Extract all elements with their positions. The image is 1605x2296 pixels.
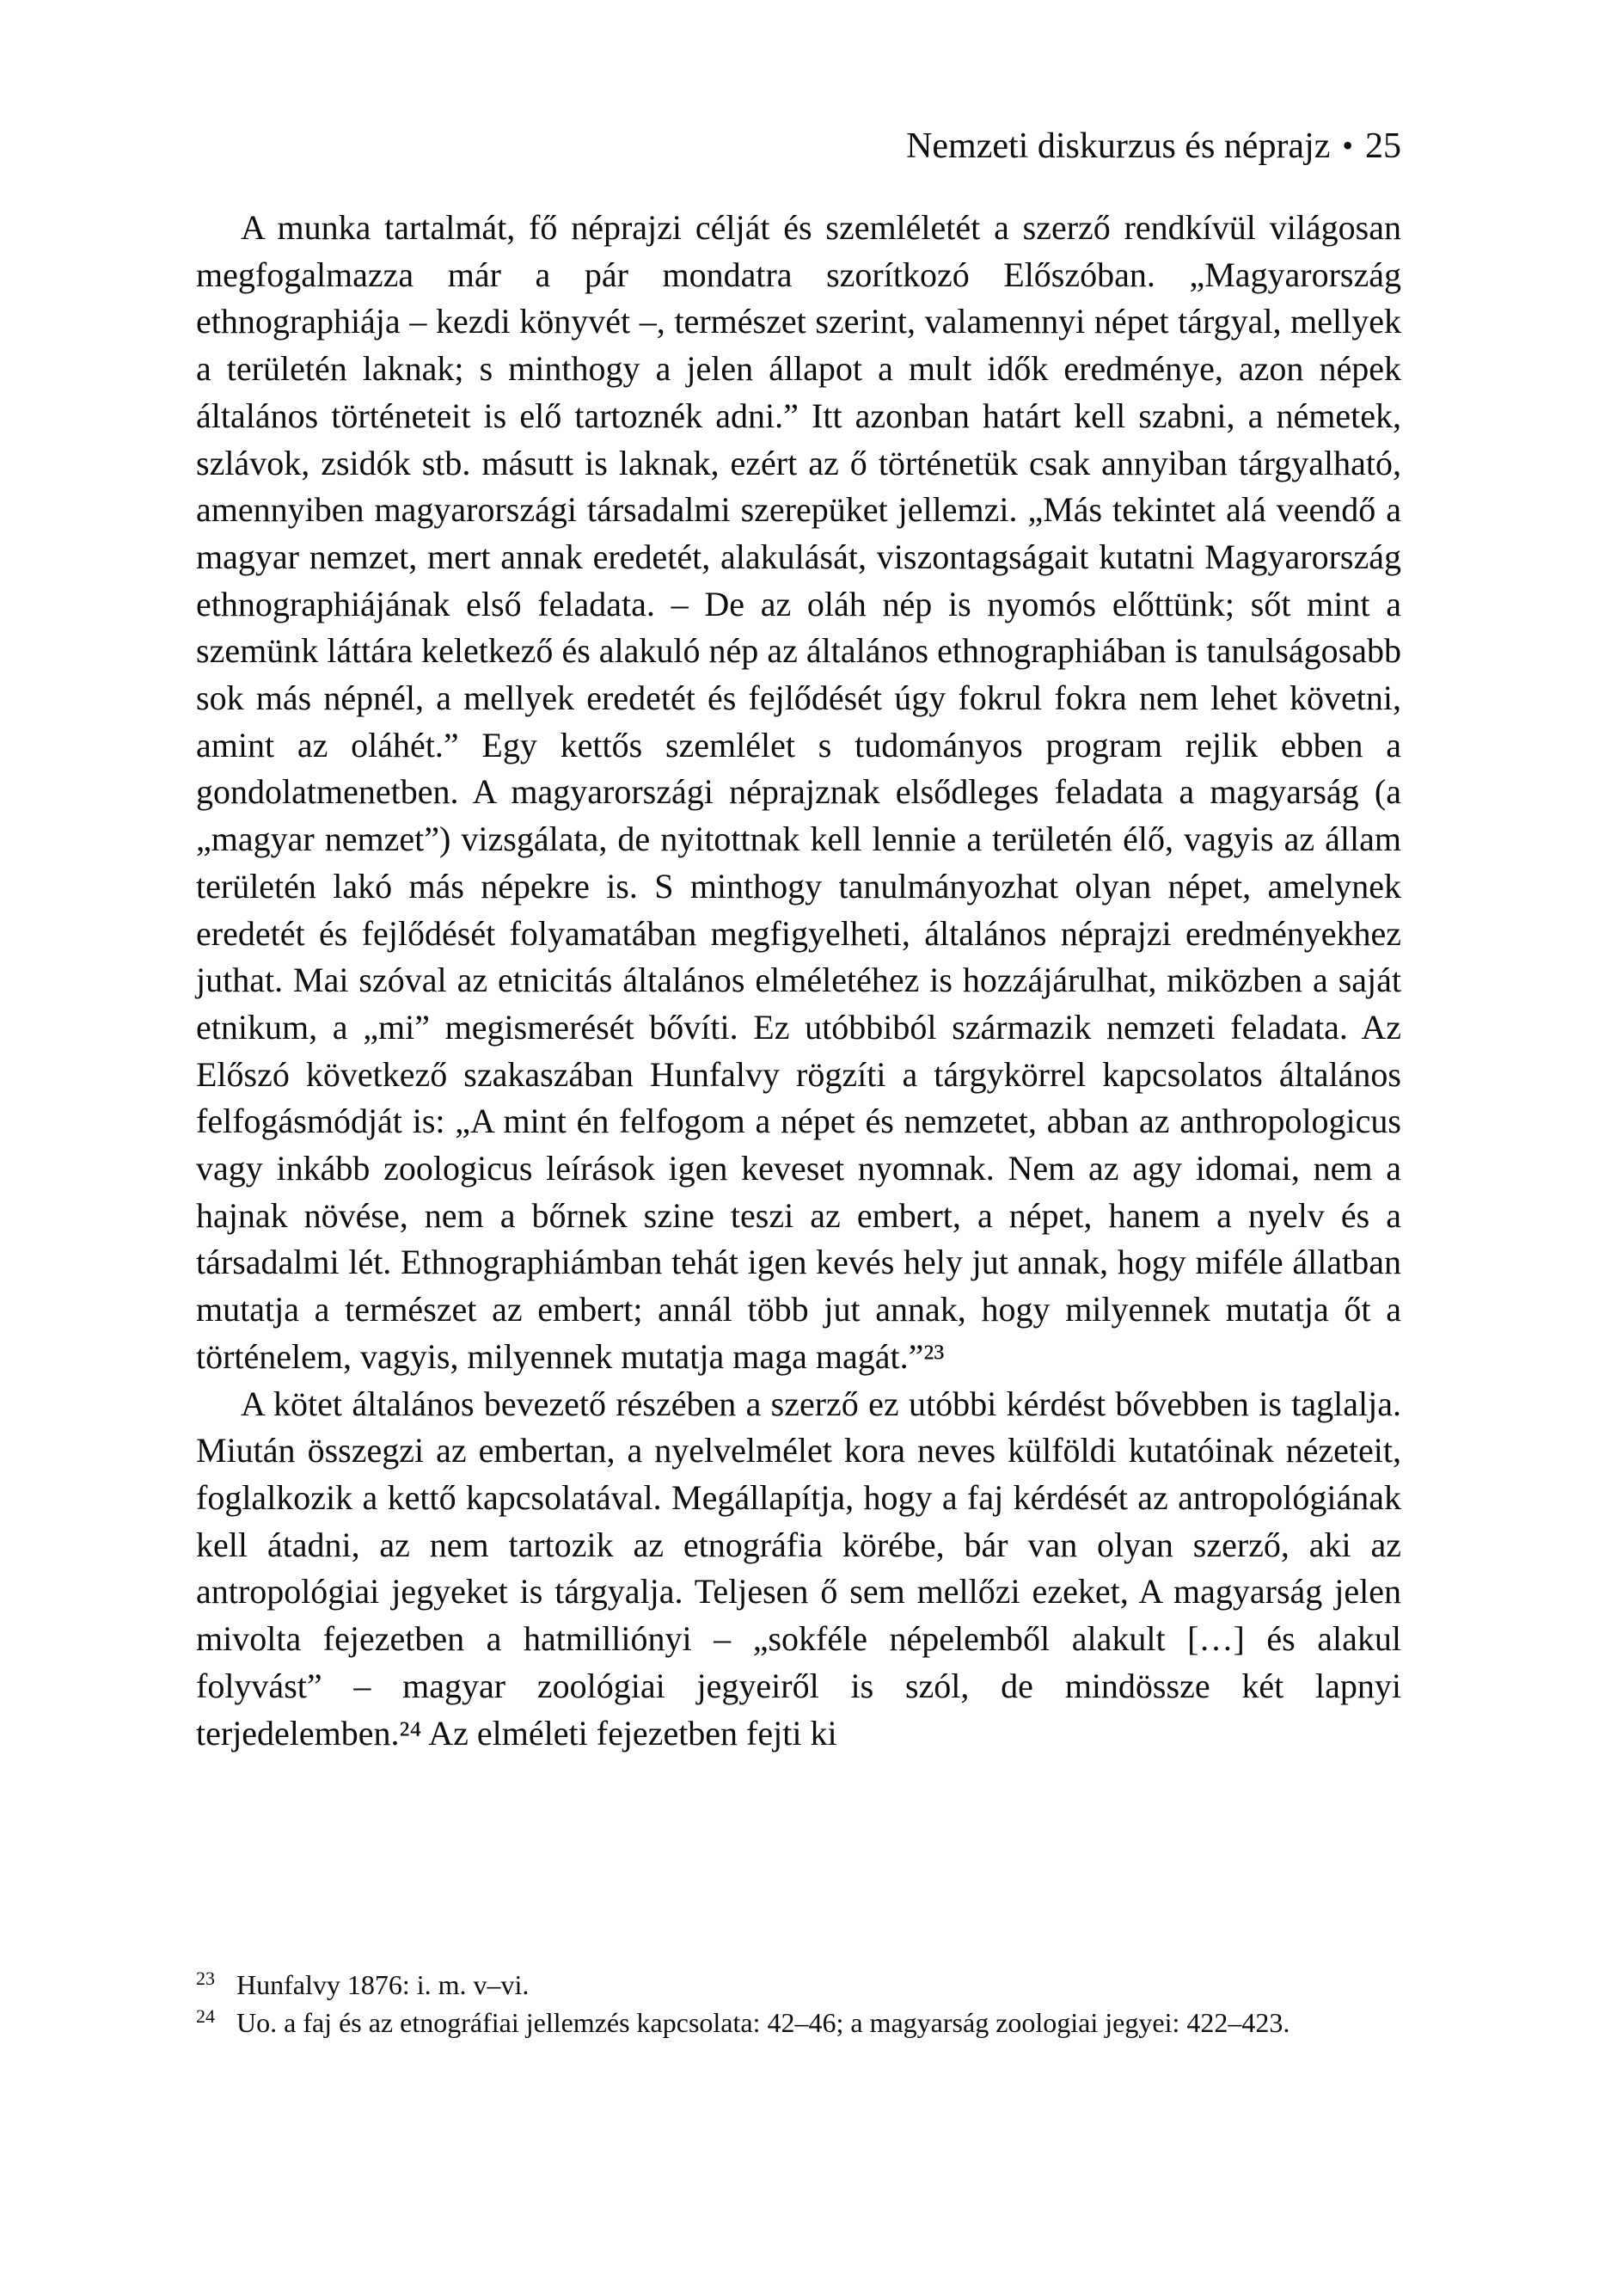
footnote-24 [196, 2004, 1401, 2041]
footnote-marker-24: 24 [196, 2005, 215, 2027]
footnote-marker-23: 23 [196, 1968, 215, 1989]
paragraph-1: A munka tartalmát, fő néprajzi célját és szemléletét a szerző rendkívül világosan megfogalmazza már a pár mondatra szorítkozó Előszóban. „Magyarország ethnographiája – kezdi könyvét –, természet szerint, valamennyi népet tárgyal, mellyek a területén laknak; s minthogy a jelen állapot a mult idők eredménye, azon népek általános történeteit is elő tartoznék adni.” Itt azonban határt kell szabni, a németek, szlávok, zsidók stb. másutt is laknak, ezért az ő történetük csak annyiban tárgyalható, amennyiben magyarországi társadalmi szerepüket jellemzi. „Más tekintet alá veendő a magyar nemzet, mert annak eredetét, alakulását, viszontagságait kutatni Magyarország ethnographiájának első feladata. – De az oláh nép is nyomós előttünk; sőt mint a szemünk láttára keletkező és alakuló nép az általános ethnographiában is tanulságosabb sok más népnél, a mellyek eredetét és fejlődését úgy fokrul fokra nem lehet követni, amint az oláhét.” Egy kettős szemlélet s tudományos program rejlik ebben a gondolatmenetben. A magyarországi néprajznak elsődleges feladata a magyarság (a „magyar nemzet”) vizsgálata, de nyitottnak kell lennie a területén élő, vagyis az állam területén lakó más népekre is. S minthogy tanulmányozhat olyan népet, amelynek eredetét és fejlődését folyamatában megfigyelheti, általános néprajzi eredményekhez juthat. Mai szóval az etnicitás általános elméletéhez is hozzájárulhat, miközben a saját etnikum, a „mi” megismerését bővíti. Ez utóbbiból származik nemzeti feladata. Az Előszó következő szakaszában Hunfalvy rögzíti a tárgykörrel kapcsolatos általános felfogásmódját is: „A mint én felfogom a népet és nemzetet, abban az anthropologicus vagy inkább zoologicus leírások igen keveset nyomnak. Nem az agy idomai, nem a hajnak növése, nem a bőrnek szine teszi az embert, a népet, hanem a nyelv és a társadalmi lét. Ethnographiámban tehát igen kevés hely jut annak, hogy miféle állatban mutatja a természet az embert; annál több jut annak, hogy milyennek mutatja őt a történelem, vagyis, milyennek mutatja maga magát.”²³ [196, 208, 1401, 1376]
bullet-separator-icon: • [1342, 128, 1353, 163]
footnote-23 [196, 1966, 1401, 2004]
page-number: 25 [1365, 126, 1401, 166]
page-header [196, 126, 1401, 166]
footnote-text-24: Uo. a faj és az etnográfiai jellemzés kapcsolata: 42–46; a magyarság zoologiai jegyei: 422–423. [236, 2007, 1290, 2038]
paragraph-2: A kötet általános bevezető részében a szerző ez utóbbi kérdést bővebben is taglalja. Miután összegzi az embertan, a nyelvelmélet kora neves külföldi kutatóinak nézeteit, foglalkozik a kettő kapcsolatával. Megállapítja, hogy a faj kérdését az antropológiának kell átadni, az nem tartozik az etnográfia körébe, bár van olyan szerző, aki az antropológiai jegyeket is tárgyalja. Teljesen ő sem mellőzi ezeket, A magyarság jelen mivolta fejezetben a hatmilliónyi – „sokféle népelemből alakult […] és alakul folyvást” – magyar zoológiai jegyeiről is szól, de mindössze két lapnyi terjedelemben.²⁴ Az elméleti fejezetben fejti ki [196, 1384, 1401, 1753]
footnotes-section [196, 1966, 1401, 2041]
running-title: Nemzeti diskurzus és néprajz [906, 126, 1331, 166]
body-text [196, 205, 1401, 1757]
footnote-text-23: Hunfalvy 1876: i. m. v–vi. [236, 1969, 530, 2000]
